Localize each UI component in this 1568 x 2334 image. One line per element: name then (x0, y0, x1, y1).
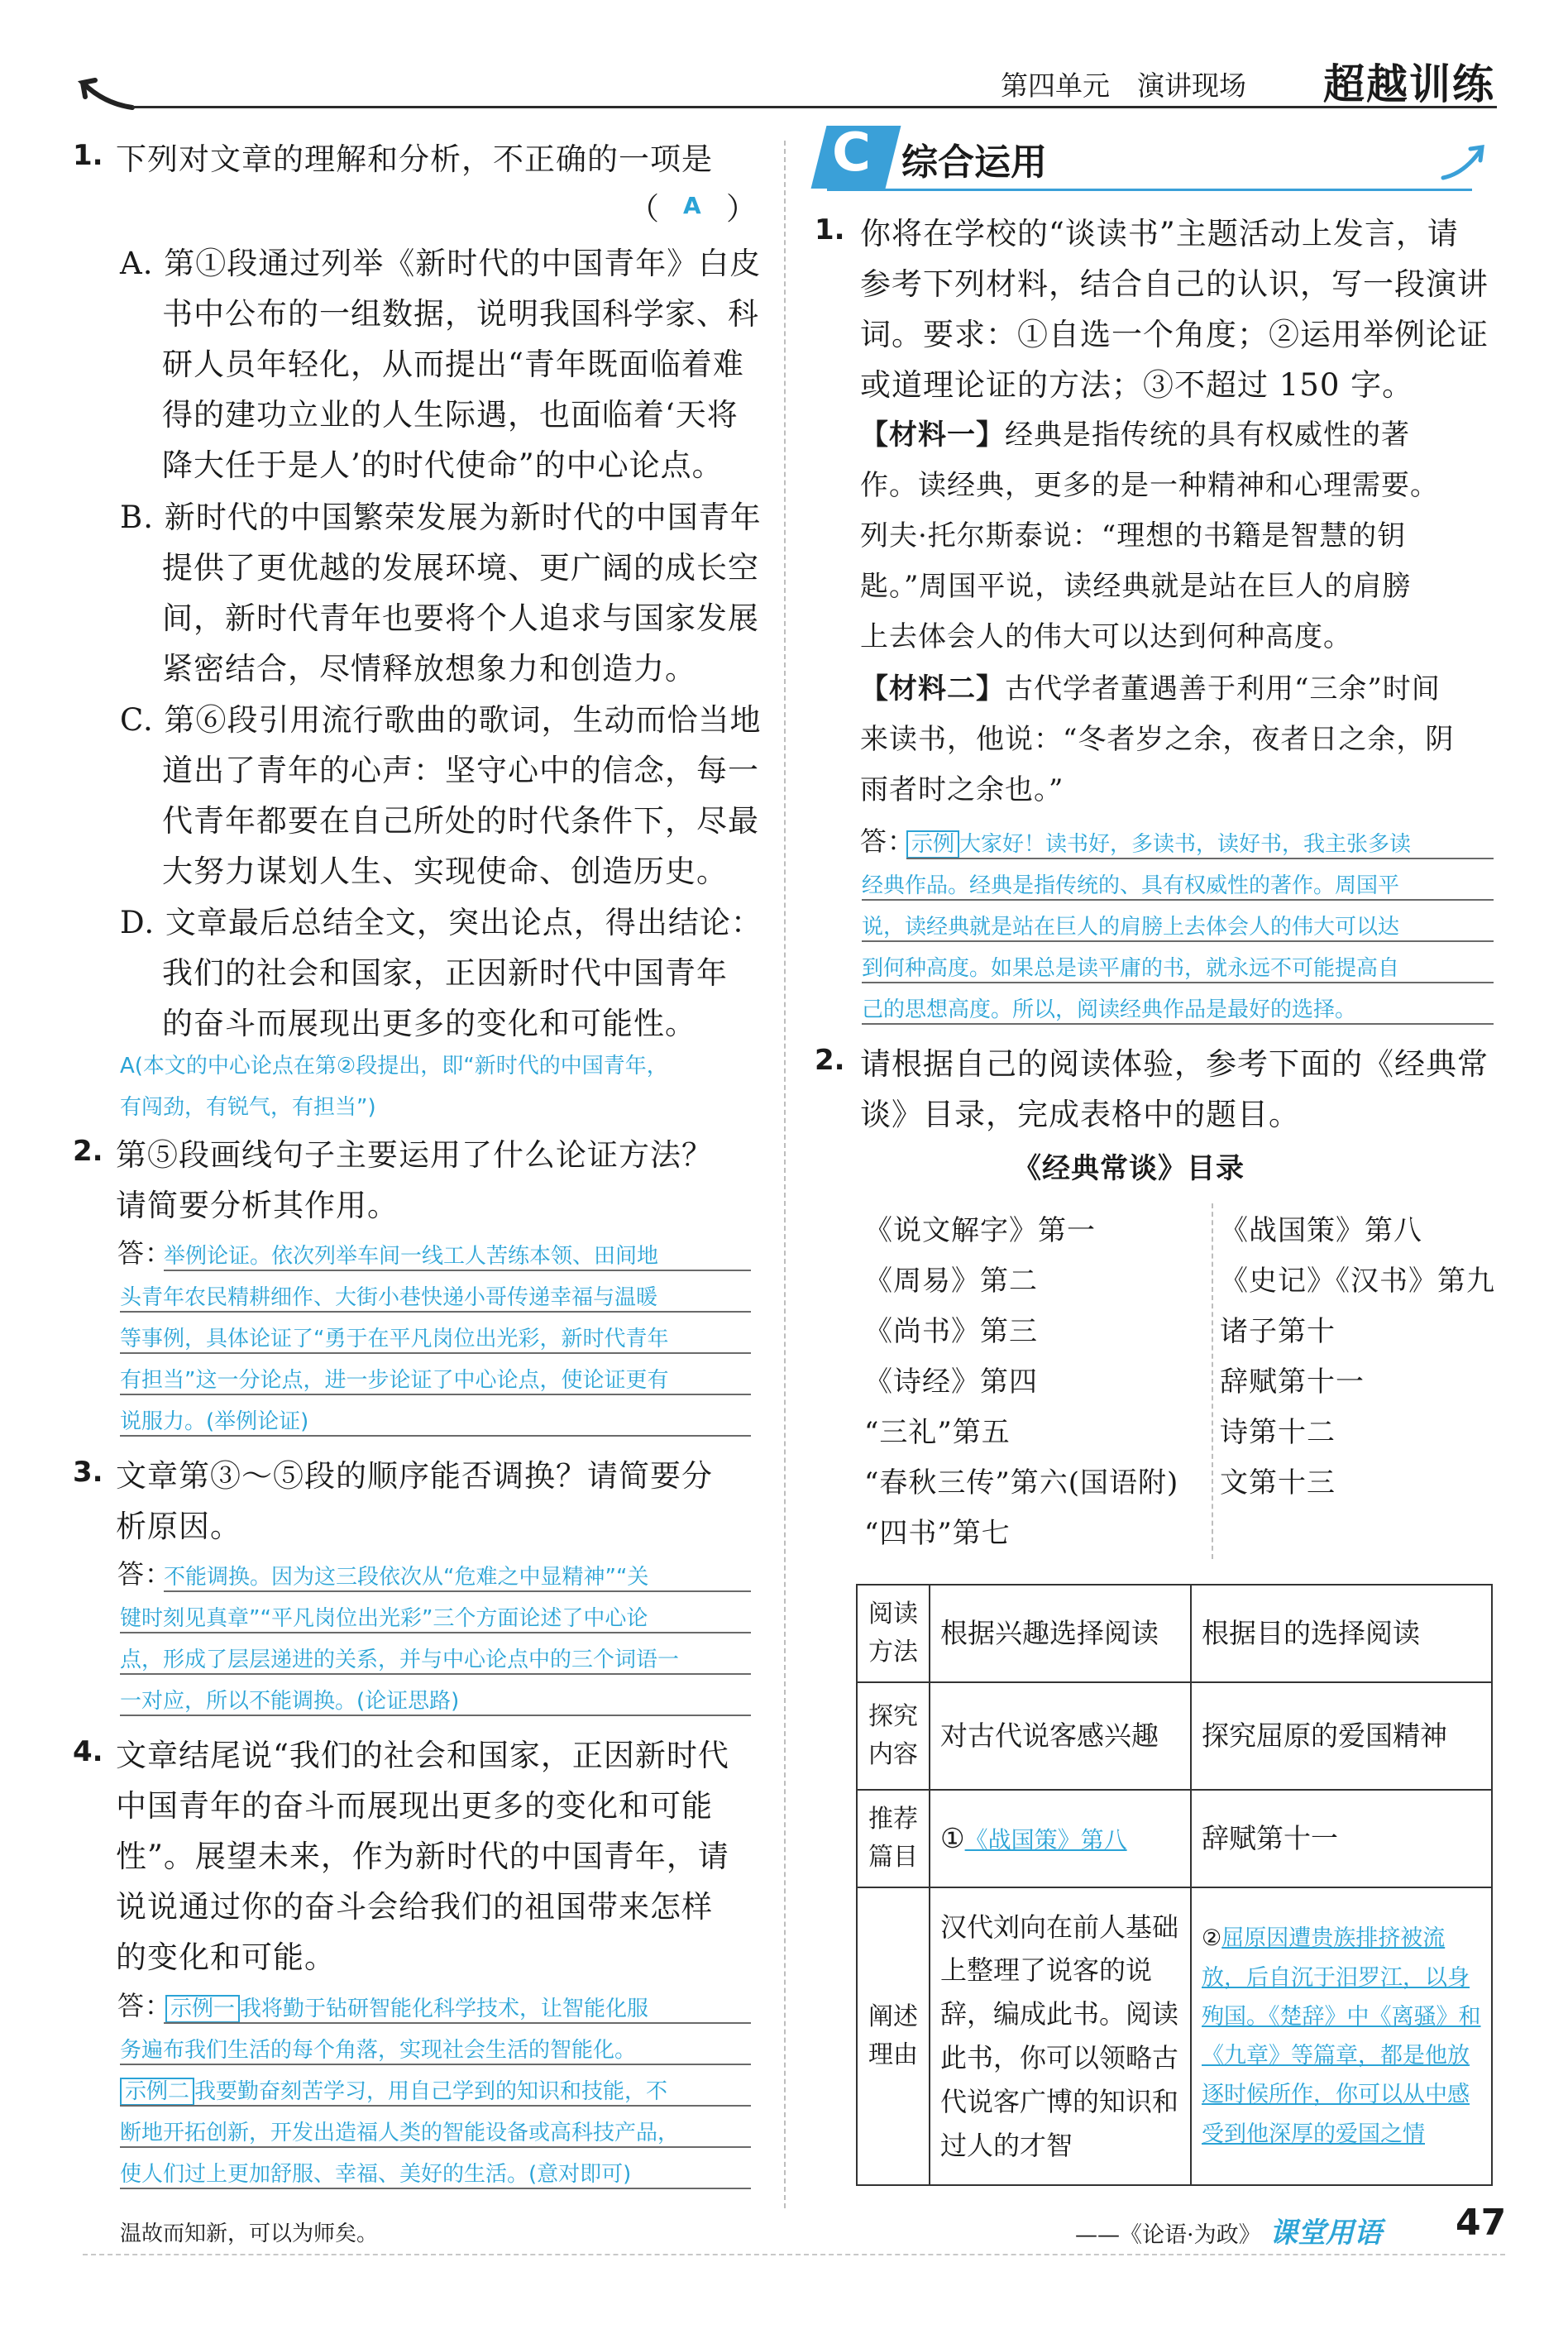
toc-item: 文第十三 (1220, 1466, 1336, 1499)
toc-title: 《经典常谈》目录 (1013, 1152, 1245, 1185)
answer-text: 键时刻见真章”“平凡岗位出光彩”三个方面论述了中心论 (120, 1606, 648, 1631)
question-stem: 你将在学校的“谈读书”主题活动上发言，请 (860, 216, 1459, 251)
answer-paren-open: （ (629, 191, 660, 227)
toc-item: 《史记》《汉书》第九 (1220, 1265, 1495, 1298)
question-stem: 第⑤段画线句子主要运用了什么论证方法？ (116, 1137, 713, 1173)
question-number: 2. (815, 1044, 845, 1077)
option-d-line: 我们的社会和国家，正因新时代中国青年 (162, 955, 728, 991)
toc-item: 诗第十二 (1220, 1416, 1336, 1449)
answer-note: A(本文的中心论点在第②段提出，即“新时代的中国青年， (120, 1054, 668, 1079)
question-number: 4. (73, 1735, 103, 1768)
answer-rule (164, 1270, 751, 1271)
option-c-line: 代青年都要在自己所处的时代条件下，尽最 (162, 803, 759, 839)
answer-paren-close: ） (726, 191, 758, 227)
answer-text: 头青年农民精耕细作、大街小巷快递小哥传递幸福与温暖 (120, 1285, 658, 1310)
answer-text: 我要勤奋刻苦学习，用自己学到的知识和技能，不 (194, 2079, 668, 2104)
answer-text: 《战国策》第八 (964, 1826, 1127, 1854)
row-head: 阐述理由 (857, 1887, 930, 2185)
footer-rule (83, 2254, 1505, 2255)
answer-text: 有担当”这一分论点，进一步论证了中心论点，使论证更有 (120, 1368, 669, 1393)
toc-item: “三礼”第五 (864, 1416, 1011, 1449)
option-d-line: 的奋斗而展现出更多的变化和可能性。 (162, 1006, 696, 1041)
footer-brand: 课堂用语 (1269, 2217, 1382, 2250)
table-cell (930, 1790, 1191, 1887)
material-text: 上去体会人的伟大可以达到何种高度。 (860, 620, 1352, 653)
material-one-row (860, 412, 1410, 452)
material-text: 来读书，他说：“冬者岁之余，夜者日之余，阴 (860, 723, 1455, 756)
answer-text: 说服力。(举例论证) (120, 1409, 309, 1434)
material-text: 古代学者董遇善于利用“三余”时间 (1005, 672, 1441, 705)
question-stem: 的变化和可能。 (116, 1939, 336, 1975)
toc-item: “四书”第七 (864, 1517, 1011, 1550)
table-cell: 汉代刘向在前人基础上整理了说客的说辞，编成此书。阅读此书，你可以领略古代说客广博的知识和过人的才智 (930, 1887, 1191, 2185)
row-head: 探究内容 (857, 1682, 930, 1790)
table-cell: 辞赋第十一 (1191, 1790, 1492, 1887)
toc-divider (1212, 1203, 1213, 1559)
option-c-line: 道出了青年的心声：坚守心中的信念，每一 (162, 753, 759, 788)
material-text: 作。读经典，更多的是一种精神和心理需要。 (860, 469, 1439, 502)
answer-rule (120, 1632, 751, 1633)
option-a-line: 研人员年轻化，从而提出“青年既面临着难 (162, 347, 744, 382)
section-title: 综合运用 (901, 141, 1047, 184)
answer-text: 断地开拓创新，开发出造福人类的智能设备或高科技产品， (120, 2121, 680, 2145)
table-cell: 探究屈原的爱国精神 (1191, 1682, 1492, 1790)
toc-item: “春秋三传”第六(国语附) (864, 1466, 1179, 1499)
option-d-line: D. 文章最后总结全文，突出论点，得出结论： (120, 905, 762, 940)
reading-table (856, 1584, 1493, 2186)
option-b-line: 间，新时代青年也要将个人追求与国家发展 (162, 600, 759, 636)
material-label: 【材料二】 (860, 672, 1005, 705)
answer-text: 一对应，所以不能调换。(论证思路) (120, 1689, 460, 1714)
material-text: 雨者时之余也。” (860, 773, 1064, 806)
toc-item: 《说文解字》第一 (864, 1214, 1096, 1247)
answer-text-row (120, 2074, 667, 2105)
answer-text: 到何种高度。如果总是读平庸的书，就永远不可能提高自 (862, 956, 1400, 981)
footer-source: ——《论语·为政》 (1075, 2222, 1261, 2248)
answer-rule (120, 2105, 751, 2107)
answer-rule (120, 2146, 751, 2148)
option-c-line: 大努力谋划人生、实现使命、创造历史。 (162, 854, 728, 889)
answer-text: 大家好！读书好，多读书，读好书，我主张多读 (959, 832, 1412, 857)
question-number: 1. (73, 139, 103, 172)
toc-item: 辞赋第十一 (1220, 1365, 1365, 1399)
answer-choice: A (683, 192, 701, 219)
question-stem: 词。要求：①自选一个角度；②运用举例论证 (860, 317, 1489, 352)
answer-label: 答： (117, 1237, 173, 1269)
question-stem: 参考下列材料，结合自己的认识，写一段演讲 (860, 266, 1489, 302)
answer-label: 答： (117, 1990, 173, 2021)
option-c-line: C. 第⑥段引用流行歌曲的歌词，生动而恰当地 (120, 702, 762, 738)
toc-item: 诸子第十 (1220, 1315, 1336, 1348)
question-stem: 说说通过你的奋斗会给我们的祖国带来怎样 (116, 1889, 713, 1925)
option-a-line: A. 第①段通过列举《新时代的中国青年》白皮 (120, 246, 762, 281)
section-rule (827, 189, 1472, 191)
answer-text: 己的思想高度。所以，阅读经典作品是最好的选择。 (862, 997, 1357, 1022)
header-rule (132, 106, 1497, 108)
answer-rule (120, 2064, 751, 2065)
answer-text: 点，形成了层层递进的关系，并与中心论点中的三个词语一 (120, 1648, 680, 1672)
question-stem: 中国青年的奋斗而展现出更多的变化和可能 (116, 1788, 713, 1824)
answer-text-row (906, 827, 1411, 858)
material-text: 列夫·托尔斯泰说：“理想的书籍是智慧的钥 (860, 519, 1407, 552)
answer-rule (120, 2188, 751, 2189)
table-cell (1191, 1887, 1492, 2185)
answer-rule (164, 1590, 751, 1592)
answer-mark: ① (940, 1822, 965, 1855)
row-head: 阅读方法 (857, 1585, 930, 1682)
arrow-up-right-icon (1439, 141, 1489, 182)
table-cell: 根据兴趣选择阅读 (930, 1585, 1191, 1682)
question-number: 2. (73, 1135, 103, 1168)
answer-rule (120, 1394, 751, 1395)
example-tag: 示例 (906, 830, 959, 859)
answer-rule (120, 1352, 751, 1354)
table-cell: 对古代说客感兴趣 (930, 1682, 1191, 1790)
table-cell: 根据目的选择阅读 (1191, 1585, 1492, 1682)
answer-text: 经典作品。经典是指传统的、具有权威性的著作。周国平 (862, 873, 1400, 898)
section-letter: C (832, 122, 871, 184)
option-a-line: 得的建功立业的人生际遇，也面临着‘天将 (162, 397, 739, 433)
question-stem: 请简要分析其作用。 (116, 1188, 399, 1223)
page-number: 47 (1456, 2202, 1507, 2244)
footer-quote: 温故而知新，可以为师矣。 (120, 2222, 379, 2246)
answer-text: 务遍布我们生活的每个角落，实现社会生活的智能化。 (120, 2038, 637, 2063)
answer-rule (120, 1311, 751, 1313)
question-number: 1. (815, 213, 845, 246)
answer-text: 使人们过上更加舒服、幸福、美好的生活。(意对即可) (120, 2162, 632, 2187)
answer-label: 答： (117, 1558, 173, 1590)
material-text: 匙。”周国平说，读经典就是站在巨人的肩膀 (860, 570, 1412, 603)
question-stem: 性”。展望未来，作为新时代的中国青年，请 (116, 1839, 729, 1874)
material-label: 【材料一】 (860, 418, 1005, 452)
question-stem: 下列对文章的理解和分析，不正确的一项是 (116, 141, 713, 177)
question-stem: 或道理论证的方法；③不超过 150 字。 (860, 367, 1414, 403)
example-tag: 示例一 (165, 1995, 240, 2023)
page-title: 超越训练 (1323, 60, 1495, 108)
option-b-line: 紧密结合，尽情释放想象力和创造力。 (162, 651, 696, 686)
column-divider (784, 141, 786, 2208)
answer-text: 我将勤于钻研智能化科学技术，让智能化服 (240, 1997, 649, 2021)
option-a-line: 书中公布的一组数据，说明我国科学家、科 (162, 296, 759, 332)
answer-rule (120, 1715, 751, 1716)
toc-item: 《周易》第二 (864, 1265, 1038, 1298)
question-stem: 文章第③～⑤段的顺序能否调换？请简要分 (116, 1458, 713, 1494)
answer-note: 有闯劲，有锐气，有担当”) (120, 1095, 376, 1120)
material-text: 经典是指传统的具有权威性的著 (1005, 418, 1410, 452)
answer-rule (862, 982, 1494, 983)
toc-item: 《诗经》第四 (864, 1365, 1038, 1399)
answer-text: 说，读经典就是站在巨人的肩膀上去体会人的伟大可以达 (862, 915, 1400, 940)
question-stem: 析原因。 (116, 1509, 241, 1544)
material-two-row (860, 666, 1441, 706)
answer-rule (862, 899, 1494, 901)
answer-text: 等事例，具体论证了“勇于在平凡岗位出光彩，新时代青年 (120, 1327, 669, 1351)
answer-mark: ② (1202, 1925, 1222, 1952)
example-tag: 示例二 (120, 2078, 194, 2106)
answer-rule (164, 2022, 751, 2024)
answer-text: 屈原因遭贵族排挤被流放，后自沉于汨罗江，以身殉国。《楚辞》中《离骚》和《九章》等篇章，都是他放逐时候所作，你可以从中感受到他深厚的爱国之情 (1202, 1925, 1481, 2147)
unit-label: 第四单元 演讲现场 (1001, 69, 1246, 102)
answer-text: 不能调换。因为这三段依次从“危难之中显精神”“关 (164, 1565, 649, 1590)
toc-item: 《战国策》第八 (1220, 1214, 1422, 1247)
answer-rule (862, 1023, 1494, 1025)
question-number: 3. (73, 1456, 103, 1489)
question-stem: 请根据自己的阅读体验，参考下面的《经典常 (860, 1046, 1489, 1082)
answer-text: 举例论证。依次列举车间一线工人苦练本领、田间地 (164, 1244, 659, 1269)
answer-label: 答： (860, 825, 915, 857)
toc-item: 《尚书》第三 (864, 1315, 1038, 1348)
answer-rule (906, 858, 1494, 859)
answer-text-row (165, 1992, 648, 2022)
back-arrow-icon (70, 70, 136, 116)
answer-rule (862, 940, 1494, 942)
option-b-line: 提供了更优越的发展环境、更广阔的成长空 (162, 550, 759, 586)
question-stem: 文章结尾说“我们的社会和国家，正因新时代 (116, 1738, 729, 1773)
option-b-line: B. 新时代的中国繁荣发展为新时代的中国青年 (120, 500, 762, 535)
row-head: 推荐篇目 (857, 1790, 930, 1887)
answer-rule (120, 1435, 751, 1437)
answer-rule (120, 1673, 751, 1675)
option-a-line: 降大任于是人’的时代使命”的中心论点。 (162, 447, 724, 483)
question-stem: 谈》目录，完成表格中的题目。 (860, 1097, 1300, 1132)
